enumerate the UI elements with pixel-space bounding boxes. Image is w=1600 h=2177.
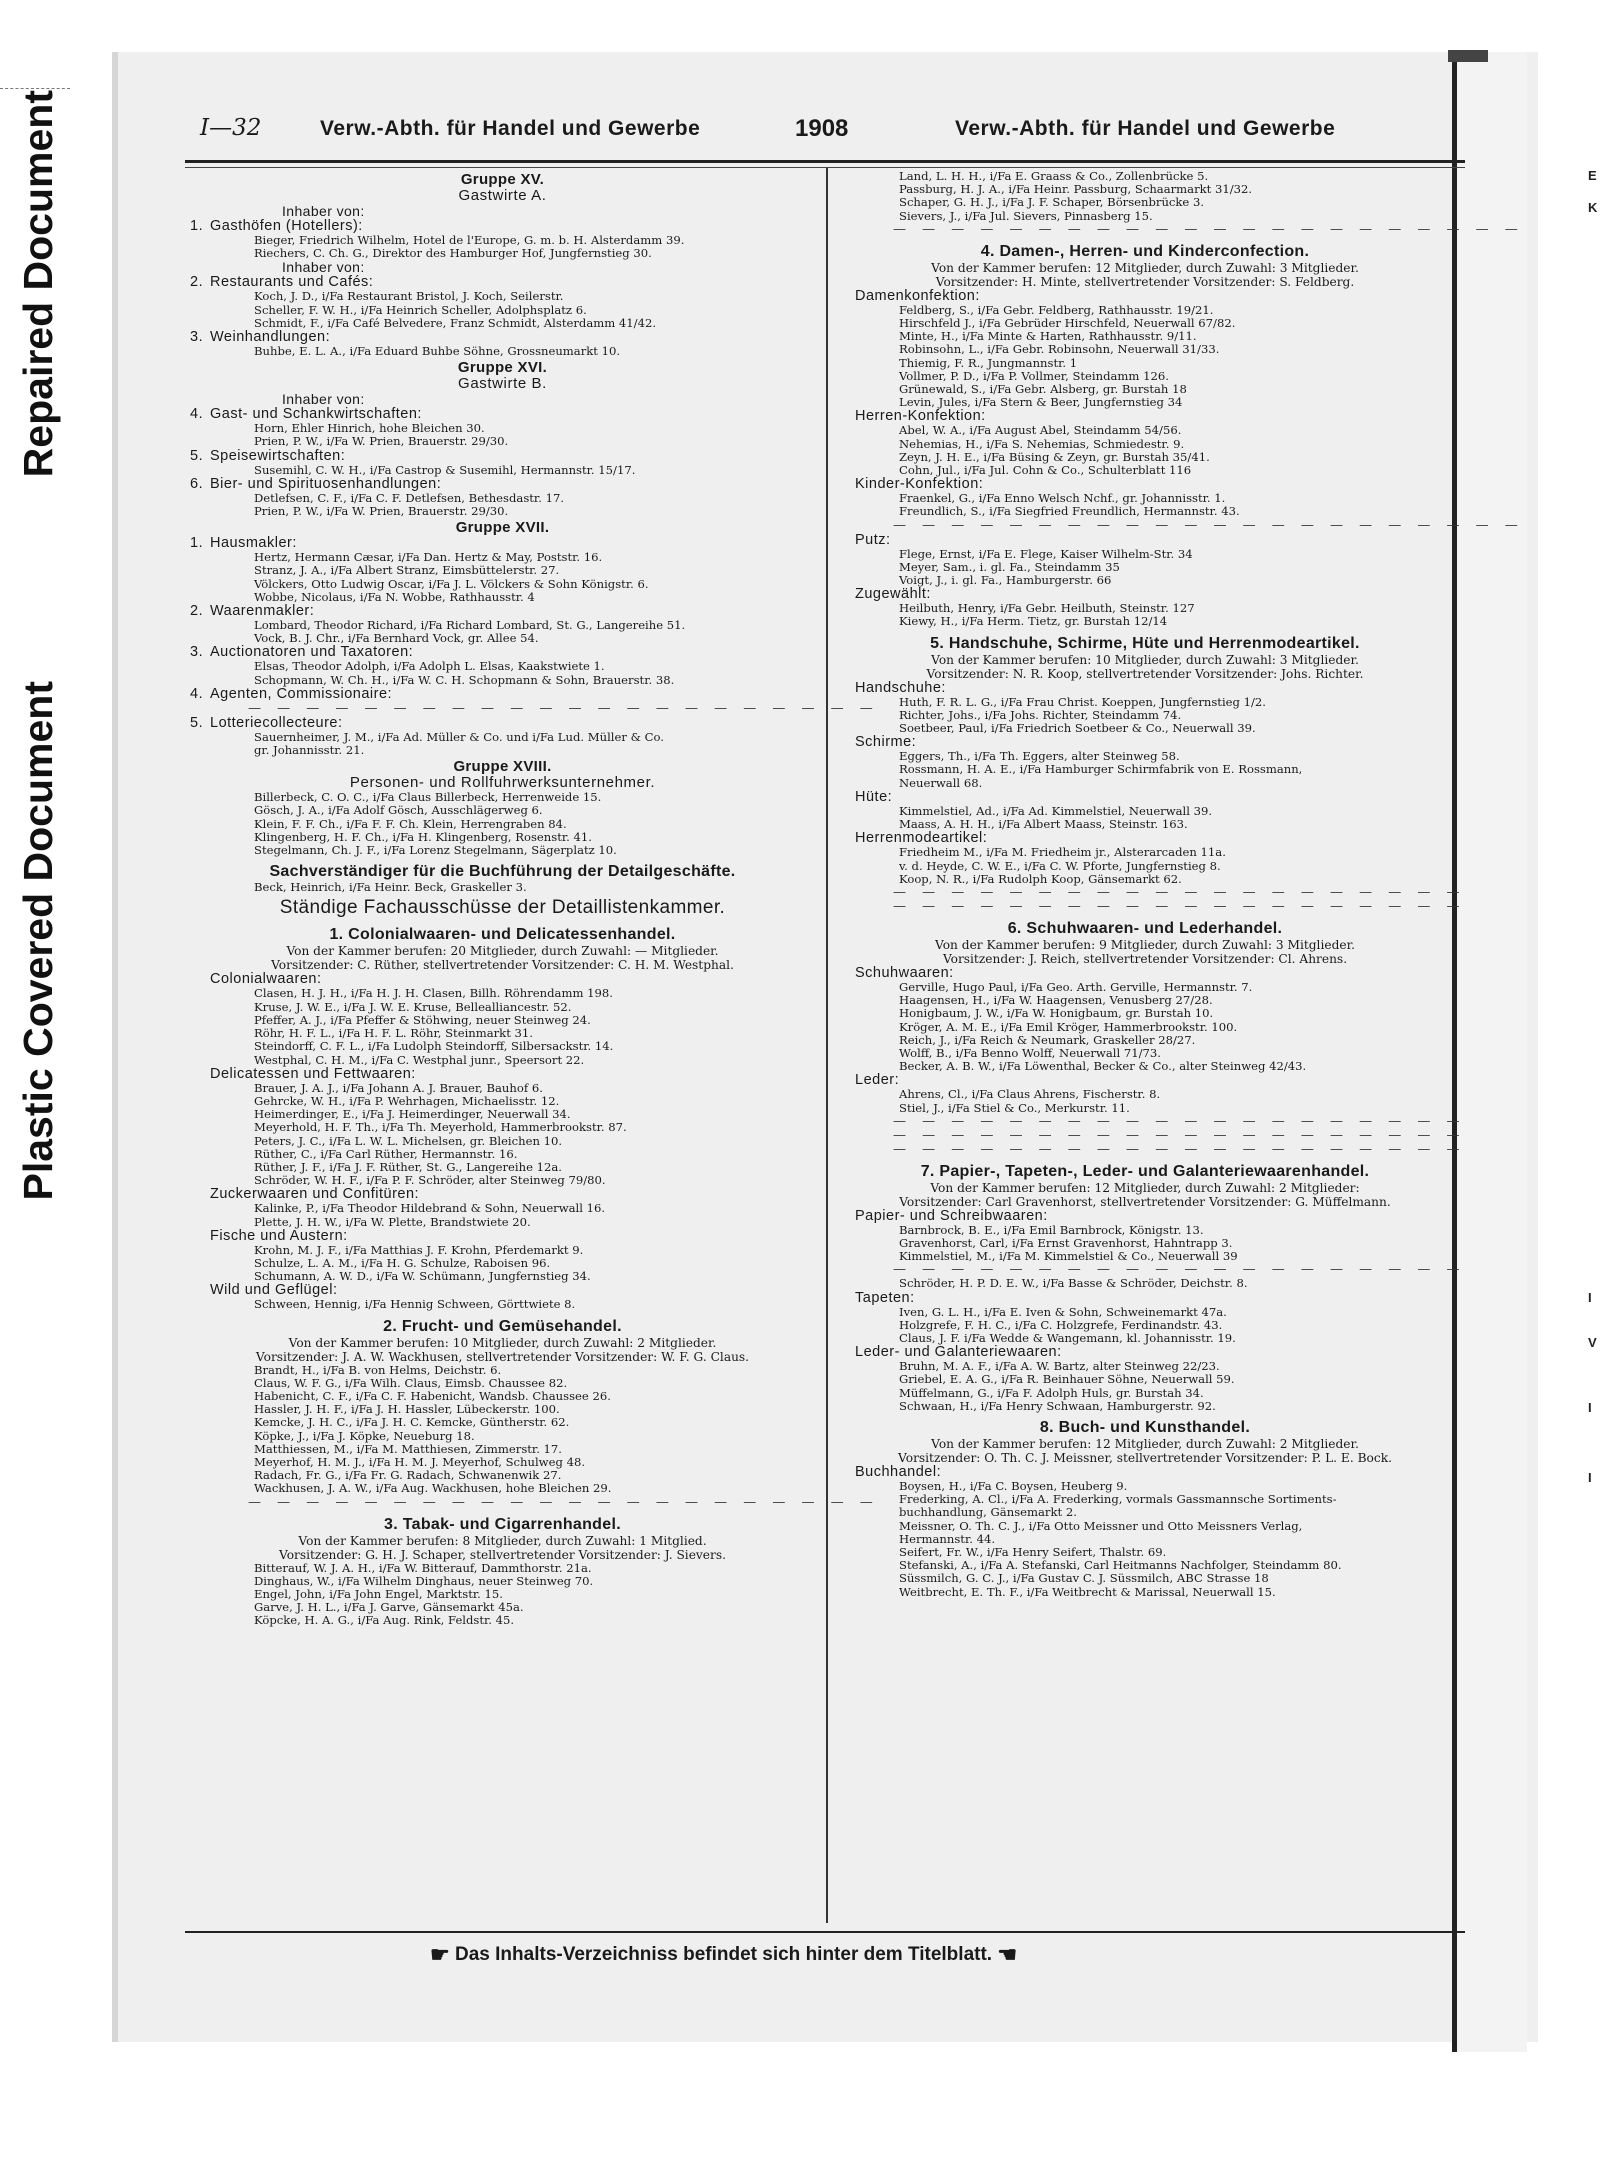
page-number: I—32 (200, 115, 262, 141)
category-heading: Kinder-Konfektion: (855, 476, 984, 493)
member-entry: Rüther, J. F., i/Fa J. F. Rüther, St. G., Langereihe 12a. (254, 1159, 562, 1174)
blank-placeholder-line: — — — — — — — — — — — — — — — — — — — — — — (248, 700, 879, 716)
item-number: 2. (190, 274, 204, 291)
member-entry: Claus, J. F. i/Fa Wedde & Wangemann, kl. Johannisstr. 19. (899, 1330, 1236, 1345)
member-entry: Heilbuth, Henry, i/Fa Gebr. Heilbuth, Steinstr. 127 (899, 601, 1195, 616)
member-entry: Stiel, J., i/Fa Stiel & Co., Merkurstr. 11. (899, 1100, 1130, 1115)
member-entry: Koch, J. D., i/Fa Restaurant Bristol, J. Koch, Seilerstr. (254, 289, 564, 304)
group-heading: Gruppe XVII. (455, 519, 550, 537)
member-entry: Kiewy, H., i/Fa Herm. Tietz, gr. Burstah 12/14 (899, 614, 1168, 629)
member-entry: Honigbaum, J. W., i/Fa W. Honigbaum, gr. Burstah 10. (899, 1006, 1214, 1021)
category-label: Waarenmakler: (210, 603, 315, 620)
category-heading (190, 687, 815, 702)
side-label-plastic-covered: Plastic Covered Document (15, 680, 61, 1200)
member-entry: Kimmelstiel, Ad., i/Fa Ad. Kimmelstiel, Neuerwall 39. (899, 803, 1213, 818)
edge-letter: K (1588, 200, 1598, 215)
edge-letter: I (1588, 1290, 1592, 1305)
member-entry: Bitterauf, W. J. A. H., i/Fa W. Bitterauf, Dammthorstr. 21a. (254, 1560, 592, 1575)
committee-info: Von der Kammer berufen: 10 Mitglieder, durch Zuwahl: 3 Mitglieder. (931, 652, 1359, 667)
owner-label: Inhaber von: (282, 203, 365, 219)
pointing-hand-icon: ☛ (430, 1942, 450, 1967)
member-entry: Engel, John, i/Fa John Engel, Marktstr. 15. (254, 1586, 503, 1601)
item-number: 5. (190, 714, 204, 731)
member-entry: Kröger, A. M. E., i/Fa Emil Kröger, Hammerbrookstr. 100. (899, 1019, 1238, 1034)
blank-placeholder-line: — — — — — — — — — — — — — — — — — — — — (893, 1113, 1466, 1129)
header-rule-thin (185, 167, 1465, 168)
edge-letter: V (1588, 1335, 1597, 1350)
member-entry: Bieger, Friedrich Wilhelm, Hotel de l'Europe, G. m. b. H. Alsterdamm 39. (254, 233, 685, 247)
member-entry: Vock, B. J. Chr., i/Fa Bernhard Vock, gr. Allee 54. (254, 631, 539, 646)
edge-letter: I (1588, 1470, 1592, 1485)
category-heading: Leder: (855, 1072, 900, 1089)
category-label: Weinhandlungen: (210, 329, 331, 346)
edge-letter: E (1588, 168, 1597, 183)
category-heading: Schirme: (855, 734, 917, 751)
category-heading (190, 536, 815, 551)
blank-placeholder-line: — — — — — — — — — — — — — — — — — — — — (893, 898, 1466, 914)
member-entry: Brauer, J. A. J., i/Fa Johann A. J. Brauer, Bauhof 6. (254, 1080, 543, 1095)
member-entry: Radach, Fr. G., i/Fa Fr. G. Radach, Schwanenwik 27. (254, 1468, 562, 1483)
category-heading (190, 645, 815, 660)
member-entry: Wobbe, Nicolaus, i/Fa N. Wobbe, Rathhausstr. 4 (254, 589, 535, 604)
member-entry: Dinghaus, W., i/Fa Wilhelm Dinghaus, neuer Steinweg 70. (254, 1573, 594, 1588)
member-entry: Robinsohn, L., i/Fa Gebr. Robinsohn, Neuerwall 31/33. (899, 342, 1220, 357)
category-label: Agenten, Commissionaire: (210, 685, 393, 702)
member-entry: Gösch, J. A., i/Fa Adolf Gösch, Ausschlägerweg 6. (254, 803, 543, 818)
member-entry: Elsas, Theodor Adolph, i/Fa Adolph L. Elsas, Kaakstwiete 1. (254, 659, 605, 674)
member-entry: Thiemig, F. R., Jungmannstr. 1 (899, 355, 1078, 370)
section-heading: 2. Frucht- und Gemüsehandel. (383, 1317, 622, 1335)
category-heading (190, 716, 815, 731)
category-heading: Leder- und Galanteriewaaren: (855, 1344, 1062, 1361)
member-entry: Lombard, Theodor Richard, i/Fa Richard Lombard, St. G., Langereihe 51. (254, 618, 686, 633)
category-heading: Wild und Geflügel: (210, 1282, 338, 1299)
member-entry: Sievers, J., i/Fa Jul. Sievers, Pinnasberg 15. (899, 208, 1153, 223)
member-entry: Friedheim M., i/Fa M. Friedheim jr., Alsterarcaden 11a. (899, 845, 1226, 860)
member-entry: Steindorff, C. F. L., i/Fa Ludolph Steindorff, Silbersackstr. 14. (254, 1039, 614, 1054)
blank-placeholder-line: — — — — — — — — — — — — — — — — — — — — — — (248, 1494, 879, 1510)
member-entry: Röhr, H. F. L., i/Fa H. F. L. Röhr, Steinmarkt 31. (254, 1026, 533, 1041)
member-entry: Klingenberg, H. F. Ch., i/Fa H. Klingenberg, Rosenstr. 41. (254, 829, 592, 844)
member-entry: Stegelmann, Ch. J. F., i/Fa Lorenz Stegelmann, Sägerplatz 10. (254, 843, 617, 858)
member-entry: Garve, J. H. L., i/Fa J. Garve, Gänsemarkt 45a. (254, 1600, 524, 1615)
category-label: Gasthöfen (Hotellers): (210, 218, 363, 234)
member-entry: Maass, A. H. H., i/Fa Albert Maass, Steinstr. 163. (899, 817, 1188, 832)
group-heading: Gruppe XVI. (457, 359, 548, 377)
member-entry: Frederking, A. Cl., i/Fa A. Frederking, vormals Gassmannsche Sortiments- (899, 1492, 1337, 1507)
member-entry: Haagensen, H., i/Fa W. Haagensen, Venusberg 27/28. (899, 993, 1213, 1008)
member-entry: Hermannstr. 44. (899, 1531, 996, 1546)
category-label: Auctionatoren und Taxatoren: (210, 644, 414, 661)
member-entry: Cohn, Jul., i/Fa Jul. Cohn & Co., Schulterblatt 116 (899, 463, 1192, 478)
member-entry: Stranz, J. A., i/Fa Albert Stranz, Eimsbüttelerstr. 27. (254, 563, 560, 578)
member-entry: Müffelmann, G., i/Fa F. Adolph Huls, gr. Burstah 34. (899, 1385, 1204, 1400)
member-entry: Sauernheimer, J. M., i/Fa Ad. Müller & Co. und i/Fa Lud. Müller & Co. (254, 729, 664, 744)
member-entry: Kimmelstiel, M., i/Fa M. Kimmelstiel & Co., Neuerwall 39 (899, 1249, 1238, 1264)
category-heading: Buchhandel: (855, 1463, 942, 1480)
category-heading: Putz: (855, 531, 891, 548)
member-entry: Feldberg, S., i/Fa Gebr. Feldberg, Rathhausstr. 19/21. (899, 302, 1214, 317)
item-number: 5. (190, 447, 204, 464)
crop-mark (0, 88, 70, 89)
member-entry: Weitbrecht, E. Th. F., i/Fa Weitbrecht & Marissal, Neuerwall 15. (899, 1584, 1276, 1599)
item-number: 3. (190, 329, 204, 346)
member-entry: Land, L. H. H., i/Fa E. Graass & Co., Zollenbrücke 5. (899, 169, 1209, 183)
member-entry: Seifert, Fr. W., i/Fa Henry Seifert, Thalstr. 69. (899, 1544, 1167, 1559)
edge-letter: I (1588, 1400, 1592, 1415)
item-number: 2. (190, 603, 204, 620)
owner-label: Inhaber von: (282, 391, 365, 408)
member-entry: Krohn, M. J. F., i/Fa Matthias J. F. Krohn, Pferdemarkt 9. (254, 1242, 584, 1257)
category-heading (190, 219, 815, 234)
next-page-edge (1452, 52, 1527, 2052)
member-entry: Meissner, O. Th. C. J., i/Fa Otto Meissner und Otto Meissners Verlag, (899, 1518, 1303, 1533)
member-entry: Boysen, H., i/Fa C. Boysen, Heuberg 9. (899, 1478, 1128, 1493)
category-heading: Herren-Konfektion: (855, 408, 986, 425)
category-label: Lotteriecollecteure: (210, 714, 343, 731)
committee-title: Ständige Fachausschüsse der Detaillistenkammer. (279, 897, 726, 919)
member-entry: Zeyn, J. H. E., i/Fa Büsing & Zeyn, gr. Burstah 35/41. (899, 449, 1210, 464)
member-entry: Westphal, C. H. M., i/Fa C. Westphal junr., Speersort 22. (254, 1052, 585, 1067)
group-heading: Gruppe XV. (460, 171, 545, 188)
member-entry: Brandt, H., i/Fa B. von Helms, Deichstr. 6. (254, 1362, 502, 1377)
member-entry: Clasen, H. J. H., i/Fa H. J. H. Clasen, Billh. Röhrendamm 198. (254, 986, 613, 1001)
category-heading (190, 275, 815, 290)
item-number: 4. (190, 406, 204, 423)
member-entry: Freundlich, S., i/Fa Siegfried Freundlich, Hermannstr. 43. (899, 504, 1240, 519)
category-heading: Fische und Austern: (210, 1227, 348, 1244)
member-entry: Matthiessen, M., i/Fa M. Matthiesen, Zimmerstr. 17. (254, 1441, 562, 1456)
category-label: Hausmakler: (210, 535, 297, 552)
member-entry: Gerville, Hugo Paul, i/Fa Geo. Arth. Gerville, Hermannstr. 7. (899, 979, 1253, 994)
member-entry: Abel, W. A., i/Fa August Abel, Steindamm 54/56. (899, 423, 1182, 438)
group-subheading: Personen- und Rollfuhrwerksunternehmer. (349, 774, 656, 792)
committee-info: Von der Kammer berufen: 12 Mitglieder, durch Zuwahl: 2 Mitglieder. (931, 1436, 1359, 1451)
member-entry: Peters, J. C., i/Fa L. W. L. Michelsen, gr. Bleichen 10. (254, 1133, 563, 1148)
member-entry: Prien, P. W., i/Fa W. Prien, Brauerstr. 29/30. (254, 434, 509, 449)
blank-placeholder-line: — — — — — — — — — — — — — — — — — — — — (893, 884, 1466, 900)
committee-info: Vorsitzender: H. Minte, stellvertretender Vorsitzender: S. Feldberg. (935, 274, 1355, 289)
member-entry: Flege, Ernst, i/Fa E. Flege, Kaiser Wilhelm-Str. 34 (899, 546, 1193, 561)
category-heading (190, 407, 815, 422)
group-subheading: Gastwirte A. (458, 187, 547, 204)
member-entry: Detlefsen, C. F., i/Fa C. F. Detlefsen, Bethesdastr. 17. (254, 490, 565, 505)
member-entry: Schumann, A. W. D., i/Fa W. Schümann, Jungfernstieg 34. (254, 1269, 591, 1284)
category-heading: Zugewählt: (855, 586, 931, 603)
committee-info: Von der Kammer berufen: 12 Mitglieder, durch Zuwahl: 3 Mitglieder. (931, 260, 1359, 275)
blank-placeholder-line: — — — — — — — — — — — — — — — — — — — — (893, 1141, 1466, 1157)
member-entry: Süssmilch, G. C. J., i/Fa Gustav C. J. Süssmilch, ABC Strasse 18 (899, 1571, 1269, 1586)
category-heading (190, 604, 815, 619)
member-entry: Völckers, Otto Ludwig Oscar, i/Fa J. L. Völckers & Sohn Königstr. 6. (254, 576, 649, 591)
committee-info: Von der Kammer berufen: 20 Mitglieder, durch Zuwahl: — Mitglieder. (286, 944, 719, 959)
member-entry: Huth, F. R. L. G., i/Fa Frau Christ. Koeppen, Jungfernstieg 1/2. (899, 694, 1266, 709)
member-entry: Rossmann, H. A. E., i/Fa Hamburger Schirmfabrik von E. Rossmann, (899, 762, 1303, 777)
member-entry: Rüther, C., i/Fa Carl Rüther, Hermannstr. 16. (254, 1146, 518, 1161)
member-entry: Schwaan, H., i/Fa Henry Schwaan, Hamburgerstr. 92. (899, 1398, 1216, 1413)
running-title-right: Verw.-Abth. für Handel und Gewerbe (955, 117, 1336, 140)
member-entry: Schröder, H. P. D. E. W., i/Fa Basse & Schröder, Deichstr. 8. (899, 1276, 1248, 1291)
category-heading (190, 477, 815, 492)
member-entry: Scheller, F. W. H., i/Fa Heinrich Scheller, Adolphsplatz 6. (254, 302, 587, 317)
section-heading: 3. Tabak- und Cigarrenhandel. (384, 1515, 621, 1533)
member-entry: Beck, Heinrich, i/Fa Heinr. Beck, Graskeller 3. (254, 880, 527, 895)
member-entry: Klein, F. F. Ch., i/Fa F. F. Ch. Klein, Herrengraben 84. (254, 816, 567, 831)
member-entry: gr. Johannisstr. 21. (254, 743, 365, 758)
member-entry: Koop, N. R., i/Fa Rudolph Koop, Gänsemarkt 62. (899, 871, 1182, 886)
item-number: 3. (190, 644, 204, 661)
owner-label: Inhaber von: (282, 259, 365, 276)
member-entry: Wolff, B., i/Fa Benno Wolff, Neuerwall 71/73. (899, 1045, 1161, 1060)
committee-info: Vorsitzender: G. H. J. Schaper, stellvertretender Vorsitzender: J. Sievers. (279, 1547, 726, 1562)
member-entry: Köpcke, H. A. G., i/Fa Aug. Rink, Feldstr. 45. (254, 1613, 515, 1628)
member-entry: Schmidt, F., i/Fa Café Belvedere, Franz Schmidt, Alsterdamm 41/42. (254, 315, 657, 330)
group-heading: Gruppe XVIII. (453, 758, 552, 776)
member-entry: Hassler, J. H. F., i/Fa J. H. Hassler, Lübeckerstr. 100. (254, 1402, 560, 1417)
committee-info: Vorsitzender: N. R. Koop, stellvertretender Vorsitzender: Johs. Richter. (926, 666, 1364, 681)
section-heading: 6. Schuhwaaren- und Lederhandel. (1007, 919, 1283, 937)
section-heading: 8. Buch- und Kunsthandel. (1039, 1418, 1251, 1436)
section-heading: 7. Papier-, Tapeten-, Leder- und Galanteriewaarenhandel. (920, 1162, 1370, 1180)
member-entry: Levin, Jules, i/Fa Stern & Beer, Jungfernstieg 34 (899, 395, 1183, 410)
member-entry: Griebel, E. A. G., i/Fa R. Beinhauer Söhne, Neuerwall 59. (899, 1372, 1235, 1387)
item-number: 4. (190, 685, 204, 702)
member-entry: Habenicht, C. F., i/Fa C. F. Habenicht, Wandsb. Chaussee 26. (254, 1388, 611, 1403)
member-entry: v. d. Heyde, C. W. E., i/Fa C. W. Pforte, Jungfernstieg 8. (899, 858, 1221, 873)
blank-placeholder-line: — — — — — — — — — — — — — — — — — — — — — — (893, 221, 1524, 237)
member-entry: Prien, P. W., i/Fa W. Prien, Brauerstr. 29/30. (254, 504, 509, 519)
member-entry: Pfeffer, A. J., i/Fa Pfeffer & Stöhwing, neuer Steinweg 24. (254, 1012, 591, 1027)
footer-rule (185, 1931, 1465, 1933)
member-entry: Riechers, C. Ch. G., Direktor des Hamburger Hof, Jungfernstieg 30. (254, 246, 652, 261)
committee-info: Vorsitzender: Carl Gravenhorst, stellvertretender Vorsitzender: G. Müffelmann. (899, 1194, 1391, 1209)
category-heading: Schuhwaaren: (855, 964, 954, 981)
member-entry: Buhbe, E. L. A., i/Fa Eduard Buhbe Söhne, Grossneumarkt 10. (254, 344, 621, 359)
member-entry: Neuerwall 68. (899, 775, 983, 790)
category-heading: Hüte: (855, 788, 893, 805)
right-column (835, 169, 1524, 1599)
year: 1908 (795, 115, 849, 142)
member-entry: Soetbeer, Paul, i/Fa Friedrich Soetbeer & Co., Neuerwall 39. (899, 721, 1256, 736)
committee-info: Von der Kammer berufen: 8 Mitglieder, durch Zuwahl: 1 Mitglied. (298, 1533, 707, 1548)
member-entry: Meyer, Sam., i. gl. Fa., Steindamm 35 (899, 559, 1120, 574)
member-entry: Schaper, G. H. J., i/Fa J. F. Schaper, Börsenbrücke 3. (899, 195, 1205, 210)
column-divider (826, 168, 828, 1923)
member-entry: Gravenhorst, Carl, i/Fa Ernst Gravenhorst, Hahntrapp 3. (899, 1235, 1233, 1250)
member-entry: Reich, J., i/Fa Reich & Neumark, Graskeller 28/27. (899, 1032, 1196, 1047)
category-label: Speisewirtschaften: (210, 447, 346, 464)
member-entry: Köpke, J., i/Fa J. Köpke, Neueburg 18. (254, 1428, 475, 1443)
page-header (200, 115, 1460, 151)
member-entry: Wackhusen, J. A. W., i/Fa Aug. Wackhusen, hohe Bleichen 29. (254, 1481, 612, 1496)
category-heading: Tapeten: (855, 1289, 915, 1306)
header-rule (185, 160, 1465, 163)
blank-placeholder-line: — — — — — — — — — — — — — — — — — — — — (893, 1262, 1466, 1278)
member-entry: Hirschfeld J., i/Fa Gebrüder Hirschfeld, Neuerwall 67/82. (899, 316, 1236, 331)
committee-info: Vorsitzender: J. Reich, stellvertretender Vorsitzender: Cl. Ahrens. (942, 951, 1348, 966)
member-entry: Horn, Ehler Hinrich, hohe Bleichen 30. (254, 421, 485, 436)
category-label: Gast- und Schankwirtschaften: (210, 406, 422, 423)
member-entry: Schopmann, W. Ch. H., i/Fa W. C. H. Schopmann & Sohn, Brauerstr. 38. (254, 672, 675, 687)
category-heading (190, 330, 815, 345)
member-entry: Stefanski, A., i/Fa A. Stefanski, Carl Heitmanns Nachfolger, Steindamm 80. (899, 1558, 1342, 1573)
side-labels (14, 90, 62, 1200)
footer-text: Das Inhalts-Verzeichniss befindet sich hinter dem Titelblatt. (455, 1944, 993, 1966)
pointing-hand-icon: ☚ (997, 1942, 1018, 1967)
member-entry: Billerbeck, C. O. C., i/Fa Claus Billerbeck, Herrenweide 15. (254, 790, 602, 805)
member-entry: Eggers, Th., i/Fa Th. Eggers, alter Steinweg 58. (899, 749, 1180, 764)
running-title-left: Verw.-Abth. für Handel und Gewerbe (320, 117, 701, 140)
member-entry: buchhandlung, Gänsemarkt 2. (899, 1505, 1077, 1520)
member-entry: Schween, Hennig, i/Fa Hennig Schween, Görttwiete 8. (254, 1297, 576, 1312)
member-entry: Ahrens, Cl., i/Fa Claus Ahrens, Fischerstr. 8. (899, 1087, 1161, 1102)
member-entry: Kalinke, P., i/Fa Theodor Hildebrand & Sohn, Neuerwall 16. (254, 1201, 606, 1216)
member-entry: Gehrcke, W. H., i/Fa P. Wehrhagen, Michaelisstr. 12. (254, 1093, 560, 1108)
committee-info: Vorsitzender: J. A. W. Wackhusen, stellvertretender Vorsitzender: W. F. G. Claus. (255, 1349, 750, 1364)
member-entry: Meyerhold, H. F. Th., i/Fa Th. Meyerhold, Hammerbrookstr. 87. (254, 1120, 627, 1135)
member-entry: Kemcke, J. H. C., i/Fa J. H. C. Kemcke, Güntherstr. 62. (254, 1415, 570, 1430)
member-entry: Vollmer, P. D., i/Fa P. Vollmer, Steindamm 126. (899, 368, 1169, 383)
member-entry: Grünewald, S., i/Fa Gebr. Alsberg, gr. Burstah 18 (899, 382, 1187, 397)
item-number: 6. (190, 475, 204, 492)
category-heading: Herrenmodeartikel: (855, 830, 988, 847)
category-heading: Zuckerwaaren und Confitüren: (210, 1186, 420, 1203)
committee-info: Von der Kammer berufen: 9 Mitglieder, durch Zuwahl: 3 Mitglieder. (935, 937, 1355, 952)
member-entry: Fraenkel, G., i/Fa Enno Welsch Nchf., gr. Johannisstr. 1. (899, 491, 1226, 506)
footer-note (430, 1942, 1230, 1968)
committee-info: Vorsitzender: O. Th. C. J. Meissner, stellvertretender Vorsitzender: P. L. E. Bock. (898, 1450, 1392, 1465)
member-entry: Kruse, J. W. E., i/Fa J. W. E. Kruse, Bellealliancestr. 52. (254, 999, 572, 1014)
category-heading: Damenkonfektion: (855, 287, 980, 304)
member-entry: Nehemias, H., i/Fa S. Nehemias, Schmiedestr. 9. (899, 436, 1185, 451)
member-entry: Schulze, L. A. M., i/Fa H. G. Schulze, Raboisen 96. (254, 1255, 551, 1270)
category-heading: Handschuhe: (855, 679, 946, 696)
category-heading: Colonialwaaren: (210, 971, 322, 988)
section-heading: 4. Damen-, Herren- und Kinderconfection. (980, 242, 1310, 260)
committee-info: Vorsitzender: C. Rüther, stellvertretender Vorsitzender: C. H. M. Westphal. (271, 958, 734, 973)
member-entry: Becker, A. B. W., i/Fa Löwenthal, Becker & Co., alter Steinweg 42/43. (899, 1059, 1307, 1074)
section-heading: 1. Colonialwaaren- und Delicatessenhandel. (329, 926, 676, 944)
side-label-repaired: Repaired Document (15, 90, 61, 478)
member-entry: Hertz, Hermann Cæsar, i/Fa Dan. Hertz & May, Poststr. 16. (254, 550, 603, 565)
item-number: 1. (190, 535, 204, 552)
section-heading: Sachverständiger für die Buchführung der Detailgeschäfte. (269, 863, 736, 881)
member-entry: Voigt, J., i. gl. Fa., Hamburgerstr. 66 (899, 573, 1112, 588)
blank-placeholder-line: — — — — — — — — — — — — — — — — — — — — — — (893, 517, 1524, 533)
category-heading: Papier- und Schreibwaaren: (855, 1207, 1048, 1224)
committee-info: Von der Kammer berufen: 12 Mitglieder, durch Zuwahl: 2 Mitglieder: (930, 1180, 1360, 1195)
item-number: 1. (190, 218, 204, 234)
member-entry: Iven, G. L. H., i/Fa E. Iven & Sohn, Schweinemarkt 47a. (899, 1304, 1227, 1319)
member-entry: Holzgrefe, F. H. C., i/Fa C. Holzgrefe, Ferdinandstr. 43. (899, 1317, 1223, 1332)
category-heading (190, 449, 815, 464)
member-entry: Barnbrock, B. E., i/Fa Emil Barnbrock, Königstr. 13. (899, 1222, 1204, 1237)
member-entry: Minte, H., i/Fa Minte & Harten, Rathhausstr. 9/11. (899, 329, 1197, 344)
member-entry: Susemihl, C. W. H., i/Fa Castrop & Susemihl, Hermannstr. 15/17. (254, 462, 636, 477)
category-heading: Delicatessen und Fettwaaren: (210, 1065, 416, 1082)
member-entry: Heimerdinger, E., i/Fa J. Heimerdinger, Neuerwall 34. (254, 1107, 571, 1122)
member-entry: Plette, J. H. W., i/Fa W. Plette, Brandstwiete 20. (254, 1214, 531, 1229)
group-subheading: Gastwirte B. (458, 375, 547, 393)
member-entry: Passburg, H. J. A., i/Fa Heinr. Passburg, Schaarmarkt 31/32. (899, 182, 1253, 197)
member-entry: Richter, Johs., i/Fa Johs. Richter, Steindamm 74. (899, 707, 1182, 722)
member-entry: Bruhn, M. A. F., i/Fa A. W. Bartz, alter Steinweg 22/23. (899, 1359, 1220, 1374)
category-label: Bier- und Spirituosenhandlungen: (210, 475, 442, 492)
member-entry: Schröder, W. H. F., i/Fa P. F. Schröder, alter Steinweg 79/80. (254, 1173, 606, 1188)
blank-placeholder-line: — — — — — — — — — — — — — — — — — — — — (893, 1127, 1466, 1143)
committee-info: Von der Kammer berufen: 10 Mitglieder, durch Zuwahl: 2 Mitglieder. (288, 1335, 717, 1350)
member-entry: Claus, W. F. G., i/Fa Wilh. Claus, Eimsb. Chaussee 82. (254, 1375, 568, 1390)
category-label: Restaurants und Cafés: (210, 274, 374, 291)
member-entry: Meyerhof, H. M. J., i/Fa H. M. J. Meyerhof, Schulweg 48. (254, 1454, 586, 1469)
page-edge-bar (1448, 50, 1488, 62)
section-heading: 5. Handschuhe, Schirme, Hüte und Herrenmodeartikel. (930, 634, 1360, 652)
